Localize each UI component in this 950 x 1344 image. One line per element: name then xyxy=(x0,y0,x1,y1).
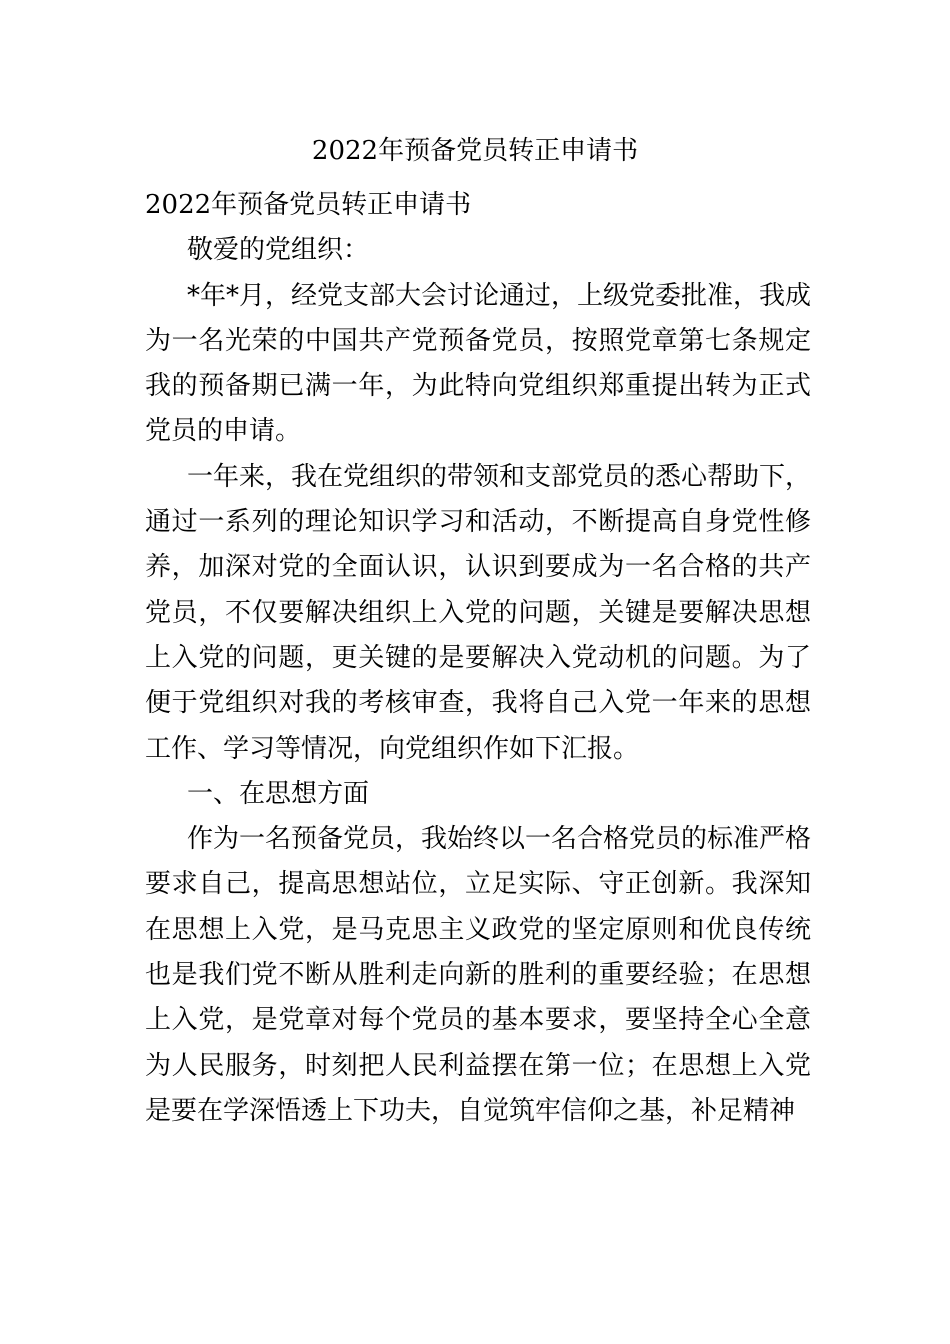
salutation: 敬爱的党组织： xyxy=(187,235,370,266)
document-subtitle: 2022年预备党员转正申请书 xyxy=(145,190,472,220)
document-title: 2022年预备党员转正申请书 xyxy=(311,136,639,166)
section-heading: 一、在思想方面 xyxy=(187,778,370,809)
paragraph-2: 一年来，我在党组织的带领和支部党员的悉心帮助下，通过一系列的理论知识学习和活动，不断提高自身党性修养，加深对党的全面认识，认识到要成为一名合格的共产党员，不仅要解决组织上入党的问题，关键是要解决思想上入党的问题，更关键的是要解决入党动机的问题。为了便于党组织对我的考核审查，我将自己入党一年来的思想工作、学习等情况，向党组织作如下汇报。 xyxy=(145,461,812,764)
document-body xyxy=(145,183,811,1134)
section-paragraph: 作为一名预备党员，我始终以一名合格党员的标准严格要求自己，提高思想站位，立足实际、守正创新。我深知在思想上入党，是马克思主义政党的坚定原则和优良传统也是我们党不断从胜利走向新的胜利的重要经验；在思想上入党，是党章对每个党员的基本要求，要坚持全心全意为人民服务，时刻把人民利益摆在第一位；在思想上入党是要在学深悟透上下功夫，自觉筑牢信仰之基，补足精神 xyxy=(145,824,812,1126)
paragraph-1: *年*月，经党支部大会讨论通过，上级党委批准，我成为一名光荣的中国共产党预备党员，按照党章第七条规定我的预备期已满一年，为此特向党组织郑重提出转为正式党员的申请。 xyxy=(145,280,812,447)
